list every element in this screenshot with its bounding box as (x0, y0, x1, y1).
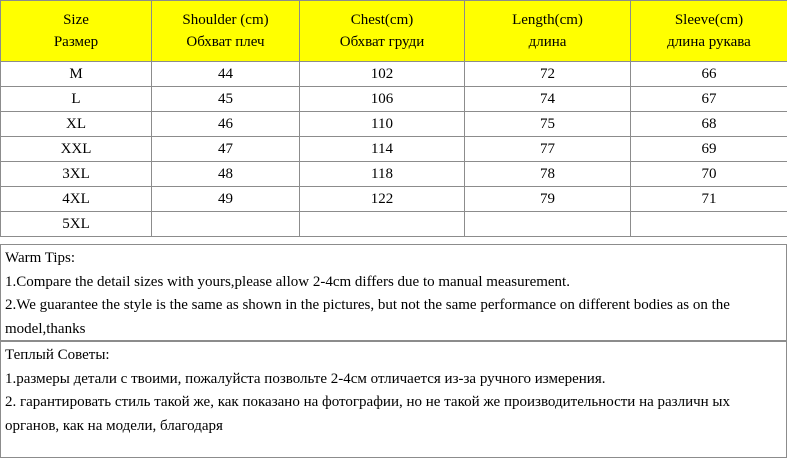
cell-chest: 114 (300, 137, 465, 162)
cell-sleeve (631, 212, 787, 237)
cell-length (465, 212, 631, 237)
table-row (1, 162, 787, 187)
cell-size: XL (1, 112, 152, 137)
cell-length: 79 (465, 187, 631, 212)
header-chest-en: Chest(cm) (350, 12, 414, 28)
table-row (1, 187, 787, 212)
cell-length: 74 (465, 87, 631, 112)
cell-shoulder: 49 (152, 187, 300, 212)
cell-length: 72 (465, 62, 631, 87)
header-length-en: Length(cm) (512, 12, 583, 28)
header-size-ru: Размер (53, 34, 99, 50)
tips-ru-line1: 1.размеры детали с твоими, пожалуйста позвольте 2-4см отличается из-за ручного измерения. (5, 370, 606, 387)
header-size-en: Size (63, 12, 89, 28)
tips-en-line1: 1.Compare the detail sizes with yours,please allow 2-4cm differs due to manual measurement. (5, 273, 570, 290)
table-row (1, 112, 787, 137)
cell-size: M (1, 62, 152, 87)
cell-shoulder: 47 (152, 137, 300, 162)
cell-length: 77 (465, 137, 631, 162)
header-shoulder-en: Shoulder (cm) (182, 12, 269, 28)
header-size (1, 1, 152, 62)
warm-tips-english (0, 244, 787, 341)
cell-chest: 110 (300, 112, 465, 137)
cell-sleeve: 66 (631, 62, 787, 87)
cell-chest (300, 212, 465, 237)
header-sleeve (631, 1, 787, 62)
header-sleeve-ru: длина рукава (667, 34, 751, 50)
header-sleeve-en: Sleeve(cm) (674, 12, 744, 28)
tips-ru-title: Теплый Советы: (5, 347, 110, 363)
warm-tips-russian (0, 341, 787, 458)
cell-size: L (1, 87, 152, 112)
cell-shoulder: 48 (152, 162, 300, 187)
table-row (1, 62, 787, 87)
cell-size: 5XL (1, 212, 152, 237)
cell-shoulder (152, 212, 300, 237)
cell-shoulder: 46 (152, 112, 300, 137)
cell-shoulder: 45 (152, 87, 300, 112)
header-length-ru: длина (528, 34, 567, 50)
cell-chest: 118 (300, 162, 465, 187)
cell-sleeve: 70 (631, 162, 787, 187)
tips-en-line2: 2.We guarantee the style is the same as shown in the pictures, but not the same performance on different bodies as on the model,thanks (5, 297, 730, 337)
header-chest (300, 1, 465, 62)
table-row (1, 212, 787, 237)
cell-chest: 106 (300, 87, 465, 112)
cell-size: 4XL (1, 187, 152, 212)
cell-sleeve: 67 (631, 87, 787, 112)
cell-sleeve: 71 (631, 187, 787, 212)
header-row (1, 1, 787, 62)
cell-size: XXL (1, 137, 152, 162)
cell-chest: 122 (300, 187, 465, 212)
tips-ru-line2: 2. гарантировать стиль такой же, как показано на фотографии, но не такой же производительности на различн ых органов, как на модели, благодаря (5, 394, 731, 434)
cell-shoulder: 44 (152, 62, 300, 87)
tips-en-title: Warm Tips: (5, 250, 76, 266)
table-row (1, 137, 787, 162)
cell-size: 3XL (1, 162, 152, 187)
table-row (1, 87, 787, 112)
header-chest-ru: Обхват груди (339, 34, 425, 50)
header-shoulder-ru: Обхват плеч (186, 34, 265, 50)
cell-length: 75 (465, 112, 631, 137)
cell-sleeve: 68 (631, 112, 787, 137)
cell-sleeve: 69 (631, 137, 787, 162)
cell-chest: 102 (300, 62, 465, 87)
header-length (465, 1, 631, 62)
cell-length: 78 (465, 162, 631, 187)
header-shoulder (152, 1, 300, 62)
